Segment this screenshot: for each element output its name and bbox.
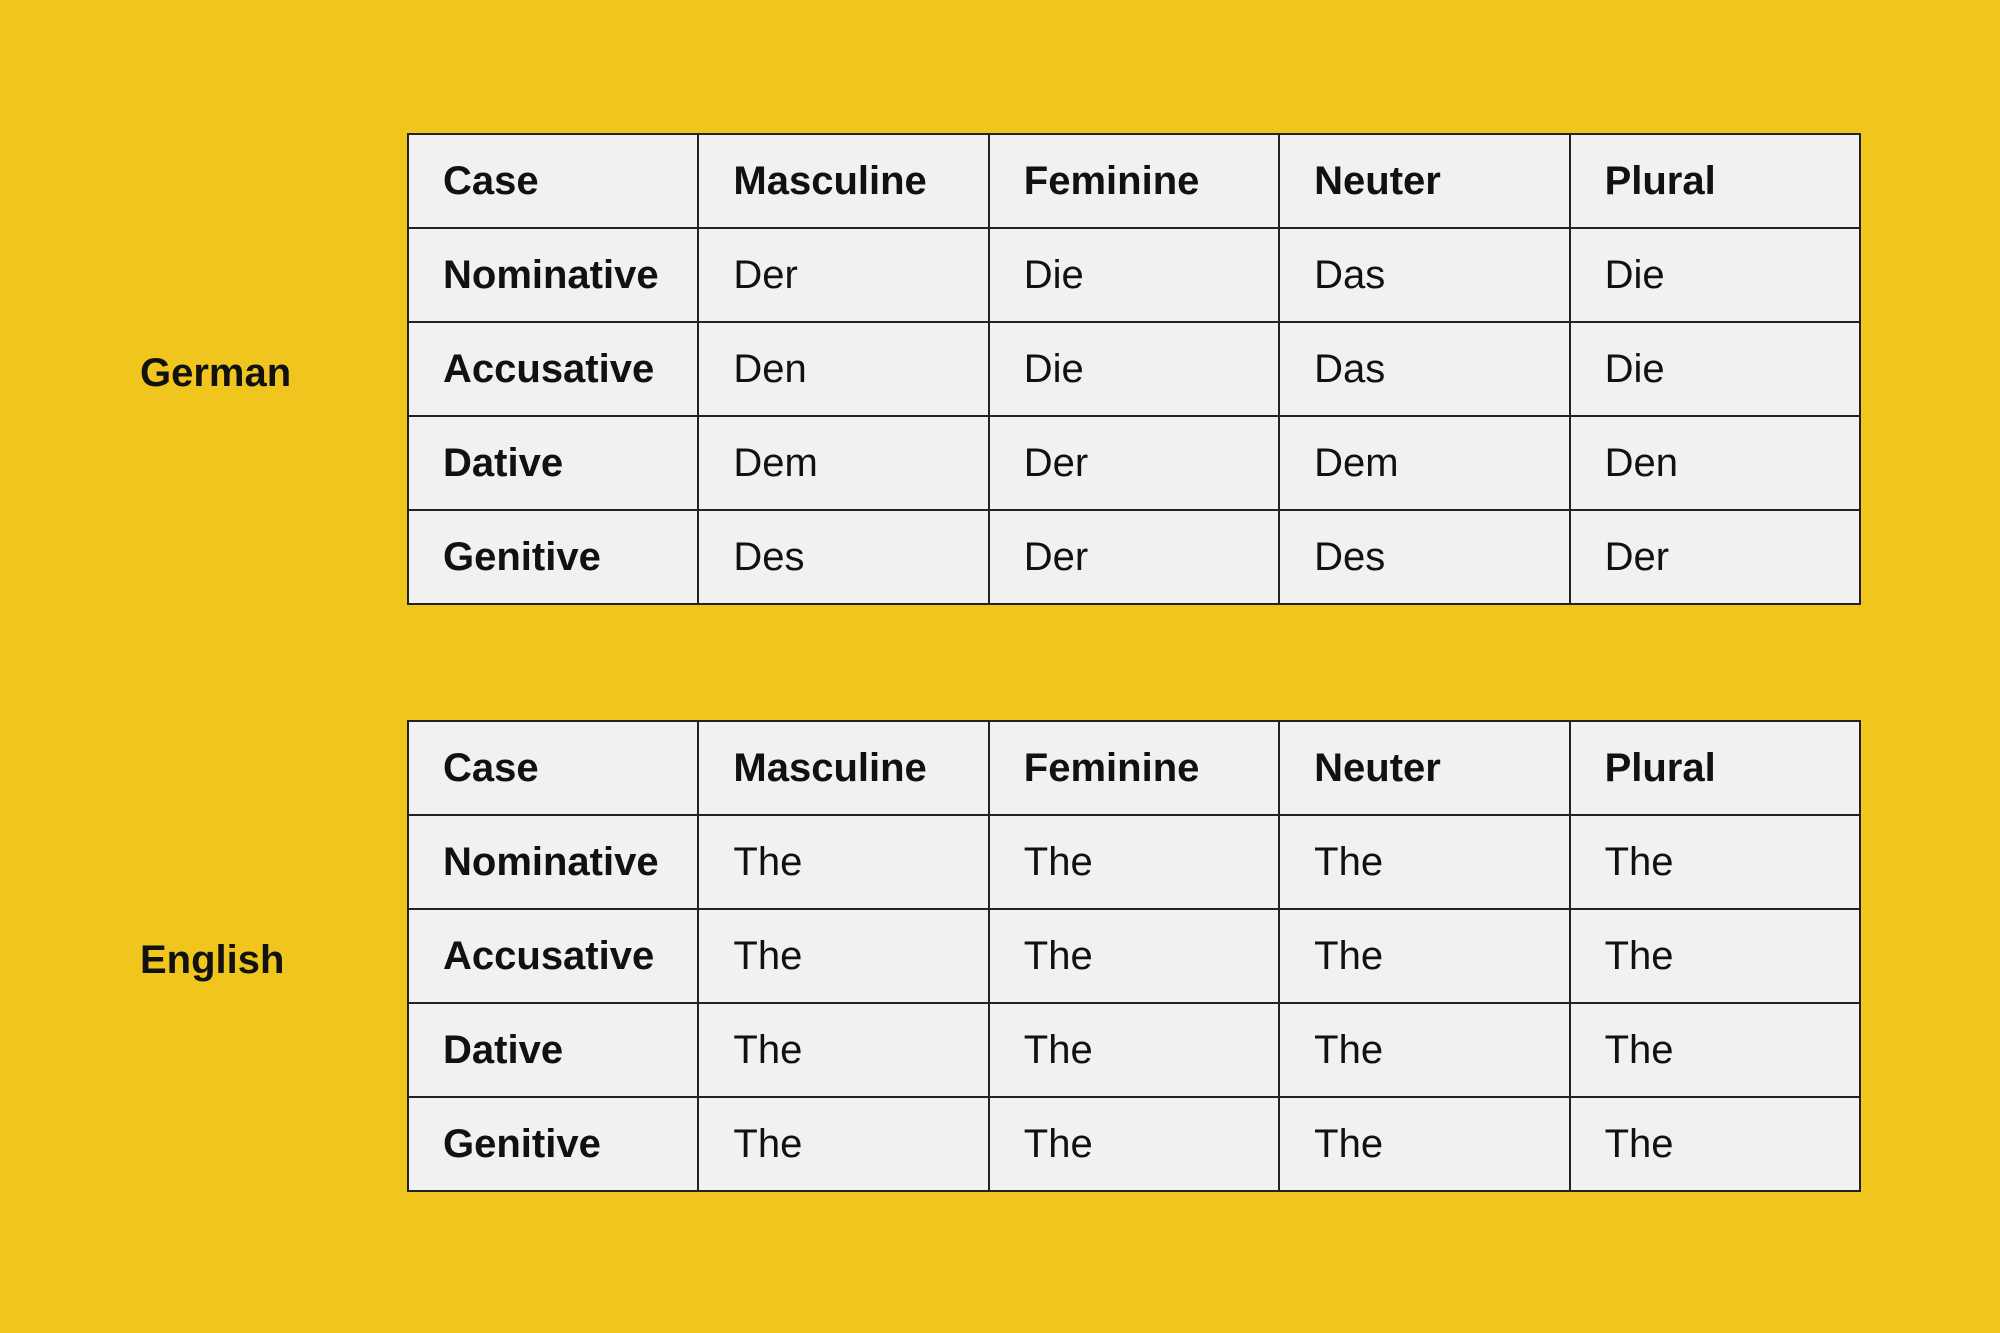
cell-masculine: Dem [698,416,988,510]
header-neuter: Neuter [1279,134,1569,228]
header-plural: Plural [1570,134,1860,228]
cell-neuter: The [1279,815,1569,909]
cell-plural: Der [1570,510,1860,604]
cell-neuter: Des [1279,510,1569,604]
cell-feminine: Die [989,322,1279,416]
table-row [408,228,1860,322]
header-neuter: Neuter [1279,721,1569,815]
cell-feminine: The [989,815,1279,909]
table-row [408,416,1860,510]
row-case-accusative: Accusative [408,909,698,1003]
cell-masculine: Des [698,510,988,604]
row-case-nominative: Nominative [408,815,698,909]
cell-plural: The [1570,909,1860,1003]
cell-feminine: Der [989,416,1279,510]
cell-feminine: The [989,1097,1279,1191]
cell-feminine: The [989,909,1279,1003]
cell-feminine: Der [989,510,1279,604]
cell-masculine: The [698,909,988,1003]
cell-feminine: The [989,1003,1279,1097]
row-case-genitive: Genitive [408,1097,698,1191]
table-header-row [408,721,1860,815]
cell-neuter: The [1279,909,1569,1003]
cell-neuter: The [1279,1097,1569,1191]
cell-feminine: Die [989,228,1279,322]
table-row [408,322,1860,416]
header-feminine: Feminine [989,721,1279,815]
header-masculine: Masculine [698,721,988,815]
header-case: Case [408,721,698,815]
german-article-table [407,133,1861,605]
table-row [408,909,1860,1003]
cell-neuter: Das [1279,322,1569,416]
cell-plural: The [1570,815,1860,909]
cell-plural: The [1570,1003,1860,1097]
row-case-dative: Dative [408,1003,698,1097]
cell-masculine: The [698,1003,988,1097]
table-row [408,510,1860,604]
cell-plural: The [1570,1097,1860,1191]
cell-neuter: Dem [1279,416,1569,510]
row-case-genitive: Genitive [408,510,698,604]
table-row [408,1003,1860,1097]
row-case-nominative: Nominative [408,228,698,322]
english-label: English [140,937,285,982]
header-masculine: Masculine [698,134,988,228]
header-plural: Plural [1570,721,1860,815]
header-case: Case [408,134,698,228]
cell-masculine: The [698,815,988,909]
cell-plural: Den [1570,416,1860,510]
table-row [408,1097,1860,1191]
english-article-table [407,720,1861,1192]
cell-masculine: Der [698,228,988,322]
cell-neuter: Das [1279,228,1569,322]
german-label: German [140,350,292,395]
cell-masculine: The [698,1097,988,1191]
table-row [408,815,1860,909]
row-case-accusative: Accusative [408,322,698,416]
header-feminine: Feminine [989,134,1279,228]
cell-plural: Die [1570,228,1860,322]
cell-neuter: The [1279,1003,1569,1097]
table-header-row [408,134,1860,228]
cell-plural: Die [1570,322,1860,416]
row-case-dative: Dative [408,416,698,510]
cell-masculine: Den [698,322,988,416]
